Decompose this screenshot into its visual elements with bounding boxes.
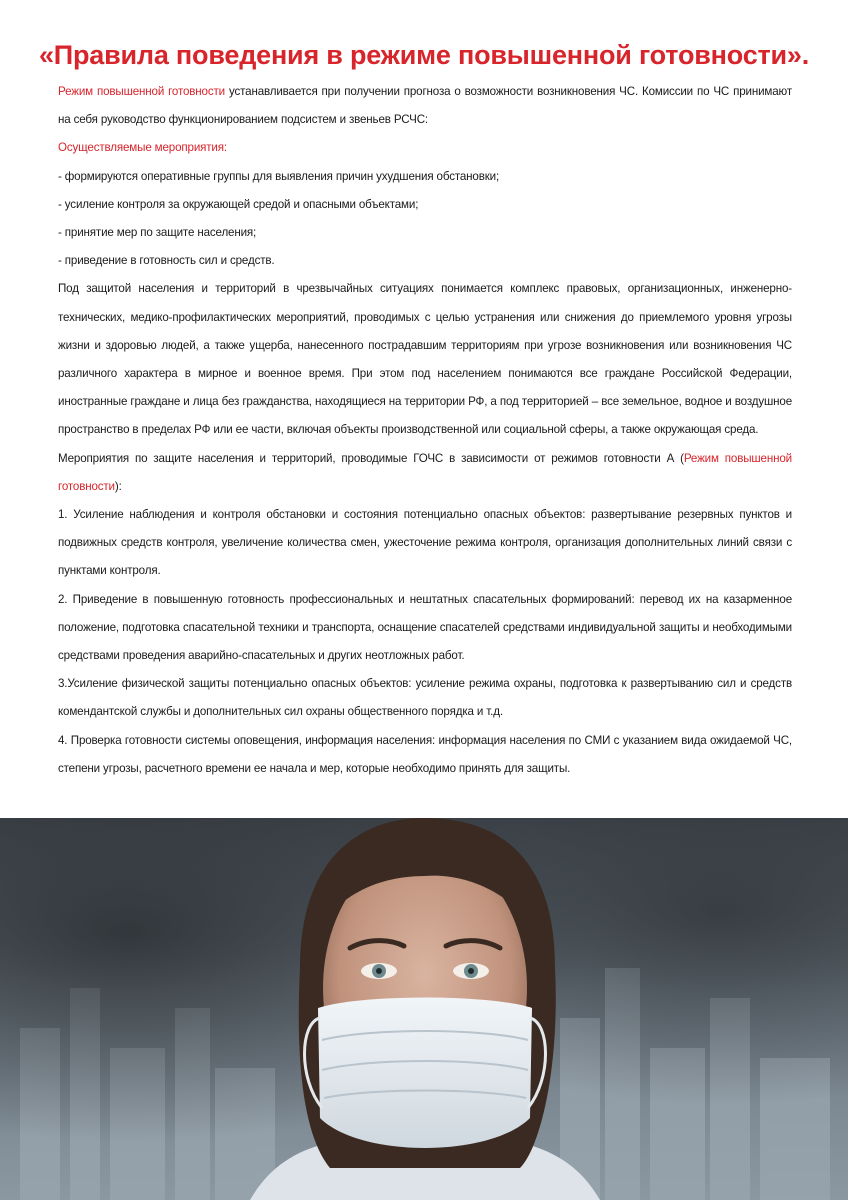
- numbered-item: 1. Усиление наблюдения и контроля обстановки и состояния потенциально опасных объектов: развертывание резервных пунктов и подвижных средств контроля, увеличение количества смен, ужесточение режима контроля, организация дополнительных линий связи с пунктами контроля.: [58, 508, 792, 578]
- intro-text: устанавливается при получении прогноза о возможности возникновения ЧС. Комиссии по ЧС принимают на себя руководство функционированием подсистем и звеньев РСЧС:: [58, 85, 792, 127]
- intro-paragraph: [58, 78, 792, 134]
- document-body: [58, 78, 792, 783]
- woman-in-mask-photo: [0, 818, 848, 1200]
- page-title: «Правила поведения в режиме повышенной готовности».: [38, 40, 810, 70]
- regime-intro-text: Мероприятия по защите населения и территорий, проводимые ГОЧС в зависимости от режимов готовности А (: [58, 451, 684, 465]
- intro-highlight: Режим повышенной готовности: [58, 85, 225, 98]
- regime-intro-end: ):: [114, 479, 122, 493]
- numbered-item: 3.Усиление физической защиты потенциально опасных объектов: усиление режима охраны, подготовка к развертыванию сил и средств комендантской службы и дополнительных сил охраны общественного порядка и т.д.: [58, 677, 792, 719]
- measures-heading: Осуществляемые мероприятия:: [58, 141, 227, 155]
- protection-paragraph: Под защитой населения и территорий в чрезвычайных ситуациях понимается комплекс правовых, организационных, инженерно-технических, медико-профилактических мероприятий, проводимых с целью устранения или снижения до приемлемого уровня угрозы жизни и здоровью людей, а также ущерба, нанесенного пострадавшим территориям при угрозе возникновения или возникновения ЧС различного характера в мирное и военное время. При этом под населением понимаются все граждане Российской Федерации, иностранные граждане и лица без гражданства, находящиеся на территории РФ, а под территорией – все земельное, водное и воздушное пространство в пределах РФ или ее части, включая объекты производственной или социальной сферы, а также окружающая среда.: [58, 282, 792, 437]
- measure-item: - формируются оперативные группы для выявления причин ухудшения обстановки;: [58, 169, 500, 183]
- regime-intro-highlight: Режим повышенной готовности: [58, 451, 792, 493]
- measure-item: - принятие мер по защите населения;: [58, 226, 257, 240]
- measure-item: - усиление контроля за окружающей средой и опасными объектами;: [58, 197, 419, 211]
- regime-intro-paragraph: [58, 445, 792, 501]
- numbered-item: 2. Приведение в повышенную готовность профессиональных и нештатных спасательных формирований: перевод их на казарменное положение, подготовка спасательной техники и транспорта, оснащение спасателей средствами индивидуальной защиты и необходимыми средствами проведения аварийно-спасательных и других неотложных работ.: [58, 592, 792, 663]
- measure-item: - приведение в готовность сил и средств.: [58, 254, 275, 268]
- numbered-item: 4. Проверка готовности системы оповещения, информация населения: информация населения по СМИ с указанием вида ожидаемой ЧС, степени угрозы, расчетного времени ее начала и мер, которые необходимо принять для защиты.: [58, 733, 792, 775]
